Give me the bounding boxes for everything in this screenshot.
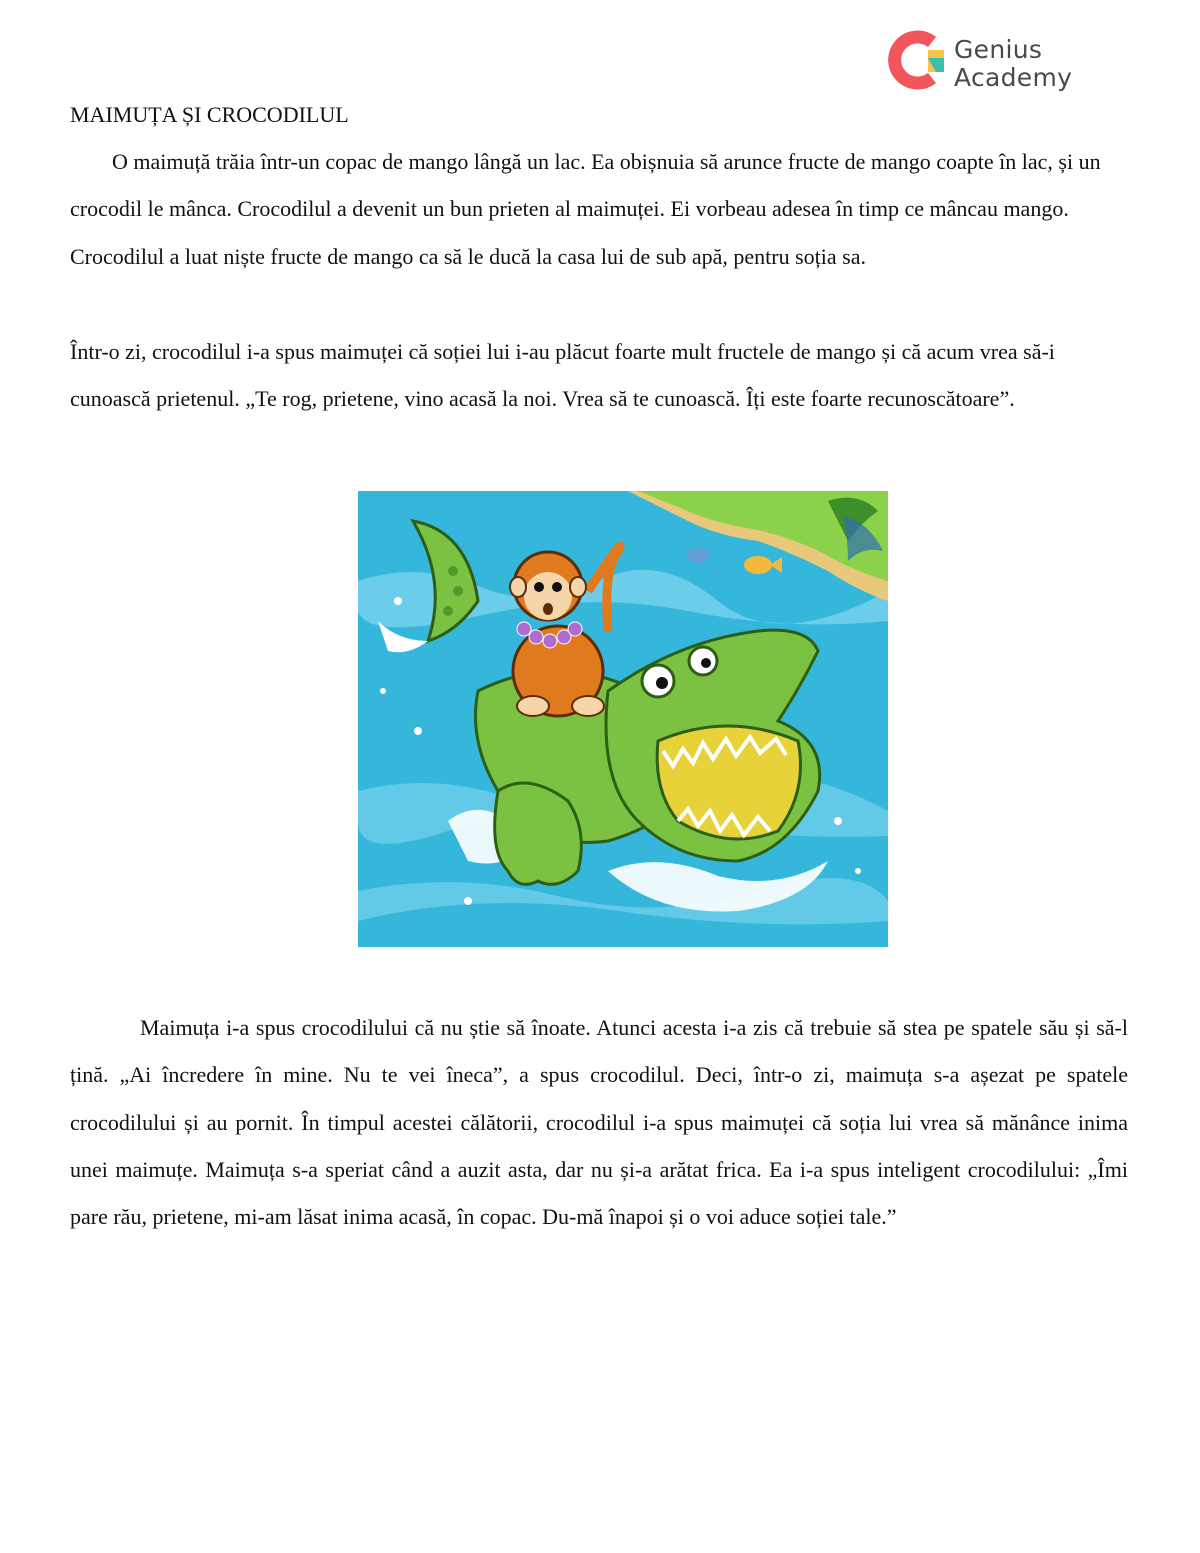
logo-text-line2: Academy: [954, 63, 1073, 92]
paragraph-2: Într-o zi, crocodilul i-a spus maimuței că soției lui i-au plăcut foarte mult fructele de mango și că acum vrea să-i cunoască prietenul. „Te rog, prietene, vino acasă la noi. Vrea să te cunoască. Îți este foarte recunoscătoare”.: [70, 339, 1055, 412]
paragraph-1: O maimuță trăia într-un copac de mango lângă un lac. Ea obișnuia să arunce fructe de mango coapte în lac, și un crocodil le mânca. Crocodilul a devenit un bun prieten al maimuței. Ei vorbeau adesea în timp ce mâncau mango. Crocodilul a luat niște fructe de mango ca să le ducă la casa lui de sub apă, pentru soția sa.: [70, 149, 1101, 269]
story-title: MAIMUȚA ȘI CROCODILUL: [70, 102, 349, 127]
logo-mark-icon: [888, 28, 952, 92]
genius-academy-logo: [888, 28, 1108, 98]
monkey-on-crocodile-picture: [358, 491, 888, 947]
monkey-crocodile-illustration: [358, 491, 888, 947]
logo-text: [954, 36, 1072, 92]
logo-text-line1: Genius: [954, 35, 1043, 64]
paragraph-3: Maimuța i-a spus crocodilului că nu știe să înoate. Atunci acesta i-a zis că trebuie să stea pe spatele său și să-l țină. „Ai încredere în mine. Nu te vei îneca”, a spus crocodilul. Deci, într-o zi, maimuța s-a așezat pe spatele crocodilului și au pornit. În timpul acestei călătorii, crocodilul i-a spus maimuței că soția lui vrea să mănânce inima unei maimuțe. Maimuța s-a speriat când a auzit asta, dar nu și-a arătat frica. Ea i-a spus inteligent crocodilului: „Îmi pare rău, prietene, mi-am lăsat inima acasă, în copac. Du-mă înapoi și o voi aduce soției tale.”: [70, 1015, 1128, 1230]
